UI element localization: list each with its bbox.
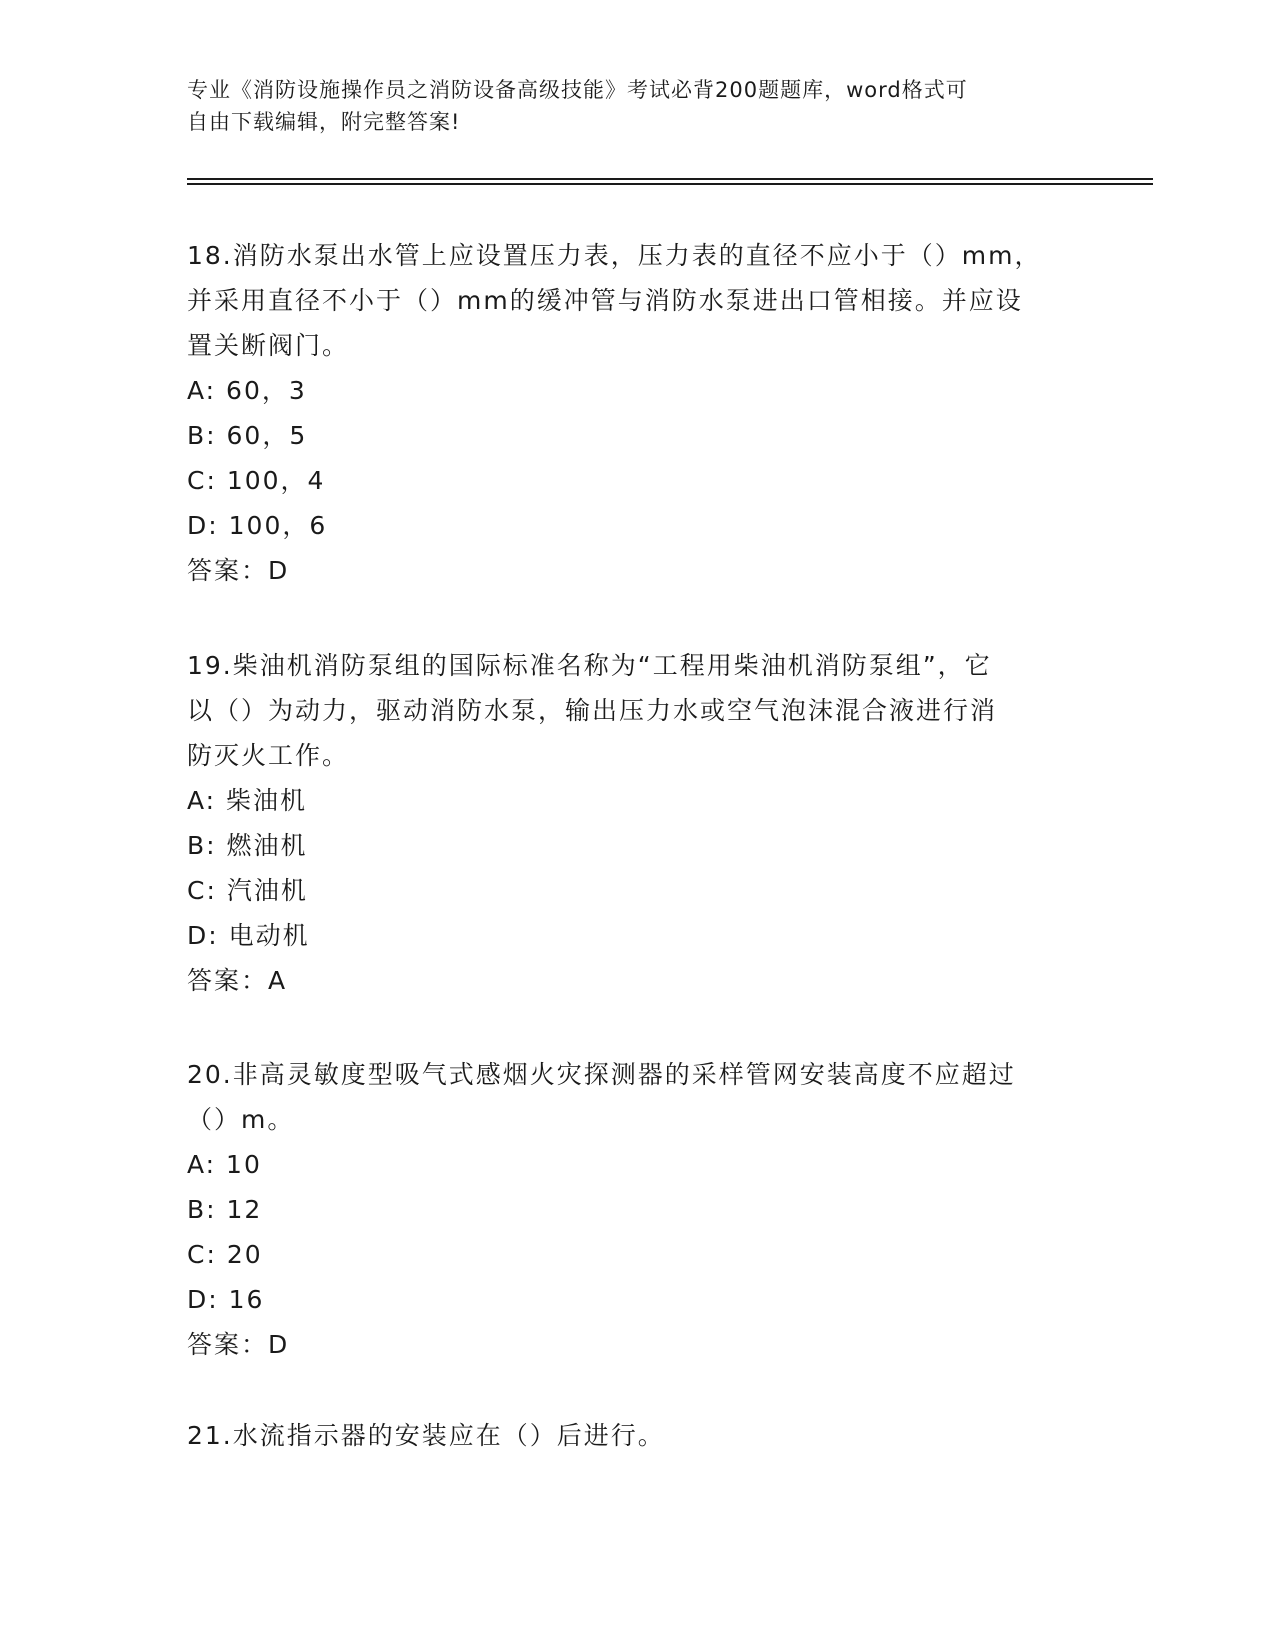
option-a [187,1142,1087,1187]
option-separator: : [206,876,227,905]
header-divider-bottom [187,183,1153,185]
option-separator: : [208,511,229,540]
option-b [187,823,1087,868]
option-text: 60，3 [226,376,307,405]
header-line-2: 自由下载编辑，附完整答案! [187,110,461,134]
question-stem-line: 以（）为动力，驱动消防水泵，输出压力水或空气泡沫混合液进行消 [187,696,998,725]
question-stem-line: 并采用直径不小于（）mm的缓冲管与消防水泵进出口管相接。并应设 [187,286,1023,315]
option-c [187,1232,1087,1277]
option-separator: : [205,786,227,815]
option-text: 10 [226,1150,262,1179]
option-a [187,778,1087,823]
option-text: 60，5 [226,421,308,450]
option-c [187,868,1087,913]
option-c [187,458,1087,503]
option-separator: : [205,1150,227,1179]
option-letter: A [187,1150,206,1179]
option-text: 柴油机 [226,786,308,815]
question-21 [187,1413,1087,1458]
header-line-1: 专业《消防设施操作员之消防设备高级技能》考试必背200题题库，word格式可 [187,78,968,102]
option-letter: B [187,421,207,450]
answer-line: 答案：D [187,1330,290,1359]
option-text: 100，6 [228,511,328,540]
option-letter: C [187,1240,207,1269]
option-text: 汽油机 [226,876,308,905]
option-letter: B [187,831,207,860]
option-letter: D [187,921,209,950]
question-stem-line: 防灭火工作。 [187,741,350,770]
answer-line: 答案：D [187,556,290,585]
option-letter: C [187,466,207,495]
option-separator: : [206,466,227,495]
option-d [187,1277,1087,1322]
question-20 [187,1052,1087,1367]
option-text: 16 [228,1285,265,1314]
question-stem-line: 置关断阀门。 [187,331,350,360]
option-separator: : [206,1240,227,1269]
option-letter: C [187,876,207,905]
answer-line: 答案：A [187,966,288,995]
option-letter: D [187,511,209,540]
question-stem-line: （）m。 [187,1105,295,1134]
option-d [187,913,1087,958]
option-letter: B [187,1195,207,1224]
question-19 [187,643,1087,1003]
option-text: 100，4 [226,466,326,495]
question-stem-line: 21.水流指示器的安装应在（）后进行。 [187,1421,665,1450]
option-b [187,413,1087,458]
document-header [187,74,1077,138]
question-stem-line: 18.消防水泵出水管上应设置压力表，压力表的直径不应小于（）mm， [187,241,1042,270]
question-stem-line: 20.非高灵敏度型吸气式感烟火灾探测器的采样管网安装高度不应超过 [187,1060,1016,1089]
question-18 [187,233,1087,593]
option-text: 燃油机 [226,831,308,860]
question-stem-line: 19.柴油机消防泵组的国际标准名称为“工程用柴油机消防泵组”，它 [187,651,992,680]
option-a [187,368,1087,413]
option-text: 电动机 [228,921,310,950]
option-separator: : [208,921,229,950]
header-divider-top [187,178,1153,180]
option-separator: : [206,1195,227,1224]
option-separator: : [208,1285,229,1314]
option-text: 12 [226,1195,263,1224]
option-separator: : [206,421,227,450]
option-letter: A [187,786,206,815]
option-d [187,503,1087,548]
option-text: 20 [226,1240,263,1269]
option-separator: : [206,831,227,860]
option-b [187,1187,1087,1232]
option-letter: D [187,1285,209,1314]
option-separator: : [205,376,227,405]
option-letter: A [187,376,206,405]
